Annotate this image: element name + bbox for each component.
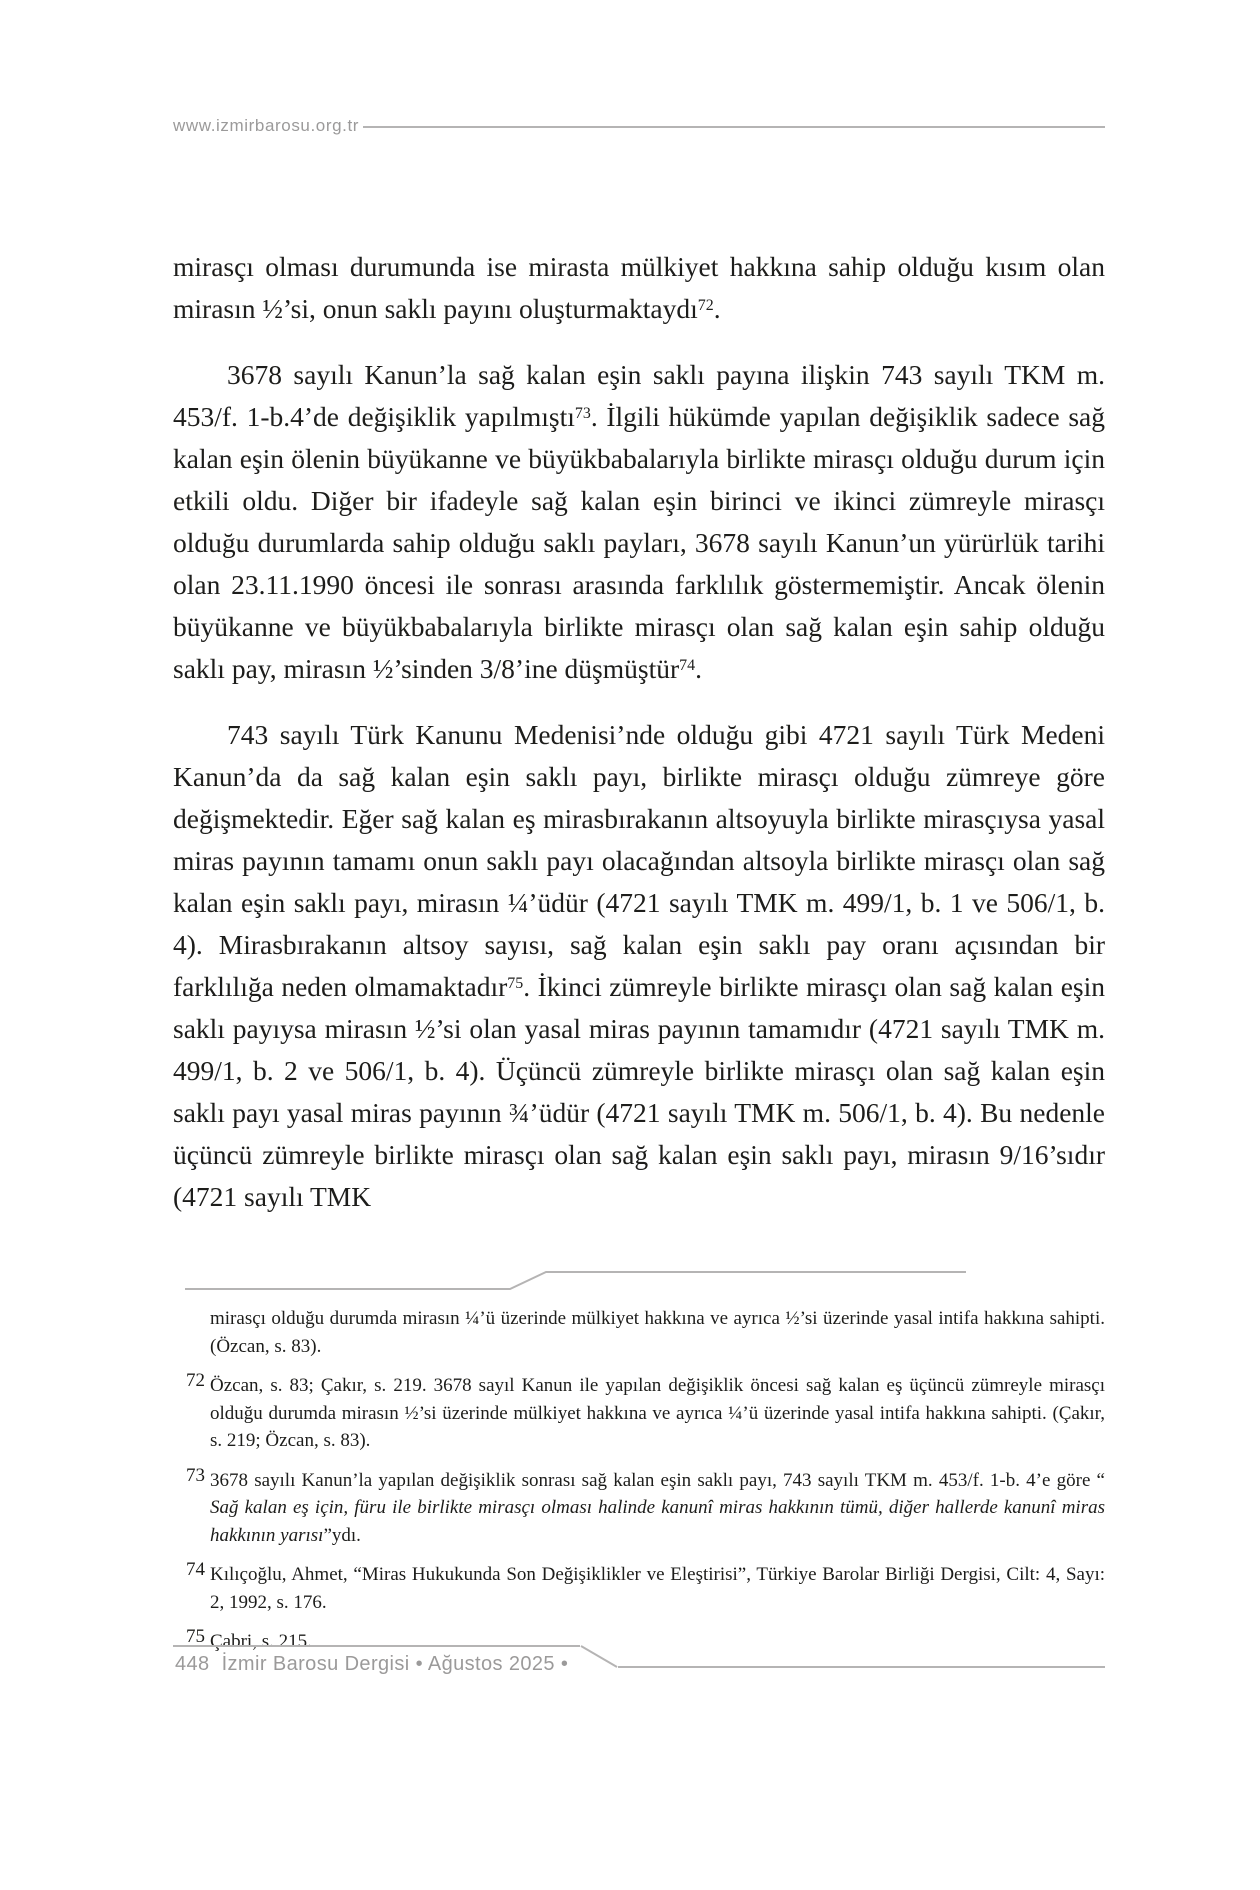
- footnote-ref: 73: [574, 405, 591, 423]
- footnote-text: [210, 1564, 1105, 1613]
- text-run: .: [713, 293, 721, 324]
- footnote-ref: 72: [697, 297, 714, 315]
- page-number: 448: [175, 1653, 210, 1675]
- header-rule: [363, 126, 1105, 128]
- footnote-74: [173, 1561, 1105, 1616]
- body-paragraph: [173, 714, 1105, 1218]
- footnote-ref: 75: [507, 975, 524, 993]
- text-run: Özcan, s. 83; Çakır, s. 219. 3678 sayıl Kanun ile yapılan değişiklik öncesi sağ kalan eş üçüncü zümreyle mirasçı olduğu durumda mirasın ½’si üzerinde mülkiyet hakkına ve ayrıca ¼’ü üzerinde yasal intifa hakkına sahipti. (Çakır, s. 219; Özcan, s. 83).: [210, 1375, 1105, 1451]
- text-run: mirasçı olduğu durumda mirasın ¼’ü üzerinde mülkiyet hakkına ve ayrıca ½’si üzerinde yasal intifa hakkına sahipti. (Özcan, s. 83).: [210, 1308, 1105, 1357]
- footnote-text: [210, 1375, 1105, 1451]
- text-run: mirasçı olması durumunda ise mirasta mülkiyet hakkına sahip olduğu kısım olan mirasın ½’si, onun saklı payını oluşturmaktaydı: [173, 251, 1105, 324]
- text-run: . İlgili hükümde yapılan değişiklik sadece sağ kalan eşin ölenin büyükanne ve büyükbabalarıyla birlikte mirasçı olduğu durum için etkili oldu. Diğer bir ifadeyle sağ kalan eşin birinci ve ikinci zümreyle mirasçı olduğu durumlarda sahip olduğu saklı payları, 3678 sayılı Kanun’un yürürlük tarihi olan 23.11.1990 öncesi ile sonrası arasında farklılık göstermemiştir. Ancak ölenin büyükanne ve büyükbabalarıyla birlikte mirasçı olan sağ kalan eşin sahip olduğu saklı pay, mirasın ½’sinden 3/8’ine düşmüştür: [173, 401, 1105, 684]
- footer-rule-diagonal: [580, 1645, 618, 1673]
- text-run: 743 sayılı Türk Kanunu Medenisi’nde olduğu gibi 4721 sayılı Türk Medeni Kanun’da da sağ kalan eşin saklı payı, birlikte mirasçı olduğu zümreye göre değişmektedir. Eğer sağ kalan eş mirasbırakanın altsoyuyla birlikte mirasçıysa yasal miras payının tamamı onun saklı payı olacağından altsoyla birlikte mirasçı olan sağ kalan eşin saklı payı, mirasın ¼’üdür (4721 sayılı TMK m. 499/1, b. 1 ve 506/1, b. 4). Mirasbırakanın altsoy sayısı, sağ kalan eşin saklı pay oranı açısından bir farklılığa neden olmamaktadır: [173, 719, 1105, 1002]
- footnote-number: 75: [186, 1626, 205, 1647]
- footnote-number: 72: [186, 1370, 205, 1391]
- page-header: [173, 116, 1105, 136]
- text-run: . İkinci zümreyle birlikte mirasçı olan sağ kalan eşin saklı payıysa mirasın ½’si olan yasal miras payının tamamıdır (4721 sayılı TMK m. 499/1, b. 2 ve 506/1, b. 4). Üçüncü zümreyle birlikte mirasçı olan sağ kalan eşin saklı payı yasal miras payının ¾’üdür (4721 sayılı TMK m. 506/1, b. 4). Bu nedenle üçüncü zümreyle birlikte mirasçı olan sağ kalan eşin saklı payı, mirasın 9/16’sıdır (4721 sayılı TMK: [173, 971, 1105, 1212]
- text-run: Kılıçoğlu, Ahmet, “Miras Hukukunda Son Değişiklikler ve Eleştirisi”, Türkiye Barolar Birliği Dergisi, Cilt: 4, Sayı: 2, 1992, s. 176.: [210, 1564, 1105, 1613]
- text-run: ”ydı.: [323, 1524, 361, 1546]
- text-run: 3678 sayılı Kanun’la yapılan değişiklik sonrası sağ kalan eşin saklı payı, 743 sayılı TKM m. 453/f. 1-b. 4’e göre “: [210, 1469, 1105, 1491]
- body-paragraph: [173, 354, 1105, 690]
- footer-rule-tail: [618, 1666, 1105, 1673]
- page-footer: [173, 1645, 1105, 1676]
- header-url: www.izmirbarosu.org.tr: [173, 116, 360, 135]
- footnote-continuation: [173, 1305, 1105, 1360]
- footnote-ref: 74: [679, 657, 696, 675]
- footnote-text: [210, 1470, 1105, 1546]
- footnote-text: [210, 1308, 1105, 1357]
- body-text: [173, 246, 1105, 1218]
- journal-title: İzmir Barosu Dergisi • Ağustos 2025 •: [221, 1653, 569, 1675]
- footer-text-block: [173, 1645, 580, 1676]
- footer-rule: [580, 1645, 1105, 1673]
- footnote-separator: [173, 1268, 1105, 1294]
- footnotes-list: [173, 1305, 1105, 1668]
- body-paragraph: [173, 246, 1105, 330]
- text-run: Çabri, s. 215.: [210, 1631, 312, 1652]
- footnote-72: [173, 1372, 1105, 1455]
- italic-text-run: Sağ kalan eş için, füru ile birlikte mirasçı olması halinde kanunî miras hakkının tümü, diğer hallerde kanunî miras hakkının yarısı: [210, 1497, 1105, 1546]
- text-run: .: [695, 653, 702, 684]
- footnote-73: [173, 1464, 1105, 1550]
- footnote-number: 73: [186, 1464, 205, 1486]
- text-run: 3678 sayılı Kanun’la sağ kalan eşin saklı payına ilişkin 743 sayılı TKM m. 453/f. 1-b.4’de değişiklik yapılmıştı: [173, 359, 1105, 432]
- footnote-number: 74: [186, 1559, 205, 1580]
